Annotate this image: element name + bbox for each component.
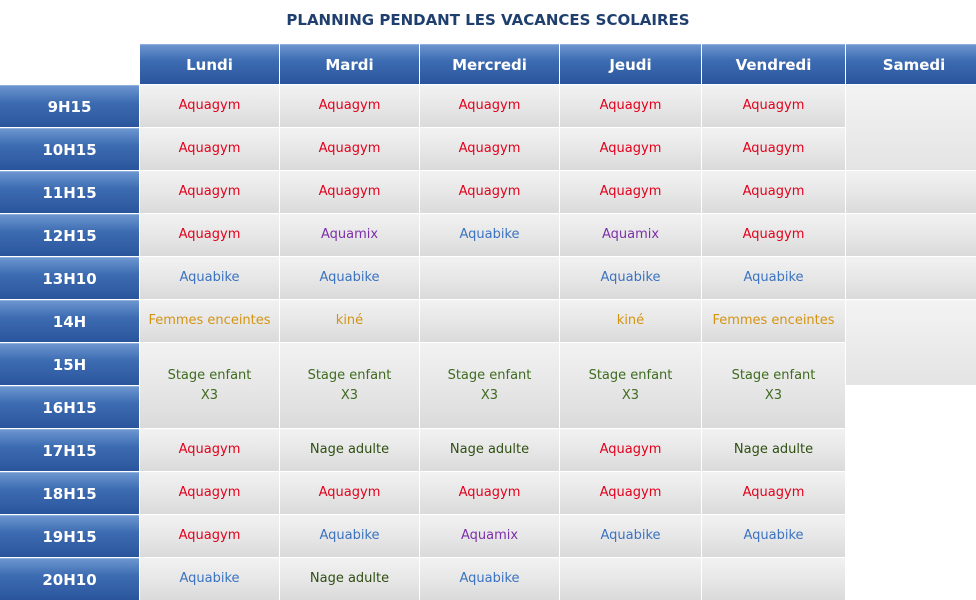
- stage-enfant-label: Stage enfant: [447, 367, 532, 383]
- time-label: 9H15: [0, 85, 139, 127]
- activity-cell: Femmes enceintes: [140, 300, 279, 342]
- activity-cell: Aquabike: [420, 558, 559, 600]
- stage-enfant-count: X3: [621, 387, 640, 403]
- day-header-lundi: Lundi: [140, 44, 279, 84]
- samedi-empty-cell: [846, 85, 976, 170]
- activity-cell: Aquabike: [140, 558, 279, 600]
- activity-cell: Aquamix: [420, 515, 559, 557]
- activity-cell: Aquagym: [140, 515, 279, 557]
- activity-cell: Nage adulte: [280, 558, 419, 600]
- stage-enfant-cell: [702, 343, 845, 428]
- samedi-empty-cell: [846, 257, 976, 299]
- activity-cell: Aquagym: [140, 128, 279, 170]
- activity-cell: Aquagym: [702, 128, 845, 170]
- activity-cell: [560, 558, 701, 600]
- activity-cell: Nage adulte: [702, 429, 845, 471]
- stage-enfant-label: Stage enfant: [307, 367, 392, 383]
- day-header-vendredi: Vendredi: [702, 44, 845, 84]
- time-label: 10H15: [0, 128, 139, 170]
- activity-cell: [420, 300, 559, 342]
- activity-cell: kiné: [560, 300, 701, 342]
- activity-cell: Aquabike: [702, 515, 845, 557]
- activity-cell: Aquagym: [140, 429, 279, 471]
- activity-cell: Aquagym: [702, 214, 845, 256]
- activity-cell: kiné: [280, 300, 419, 342]
- activity-cell: Aquagym: [702, 171, 845, 213]
- stage-enfant-label: Stage enfant: [731, 367, 816, 383]
- activity-cell: Aquabike: [420, 214, 559, 256]
- day-header-samedi: Samedi: [846, 44, 976, 84]
- time-label: 19H15: [0, 515, 139, 557]
- activity-cell: Aquagym: [420, 171, 559, 213]
- time-label: 11H15: [0, 171, 139, 213]
- activity-cell: Aquagym: [280, 128, 419, 170]
- activity-cell: Aquamix: [560, 214, 701, 256]
- activity-cell: Femmes enceintes: [702, 300, 845, 342]
- stage-enfant-count: X3: [200, 387, 219, 403]
- time-label: 18H15: [0, 472, 139, 514]
- day-header-jeudi: Jeudi: [560, 44, 701, 84]
- schedule-title: PLANNING PENDANT LES VACANCES SCOLAIRES: [286, 11, 690, 29]
- time-label: 15H: [0, 343, 139, 385]
- activity-cell: Aquagym: [702, 85, 845, 127]
- activity-cell: Nage adulte: [420, 429, 559, 471]
- time-label: 14H: [0, 300, 139, 342]
- activity-cell: Aquabike: [280, 515, 419, 557]
- time-label: 13H10: [0, 257, 139, 299]
- schedule-table: [0, 44, 976, 591]
- activity-cell: Aquamix: [280, 214, 419, 256]
- activity-cell: Aquabike: [140, 257, 279, 299]
- stage-enfant-count: X3: [480, 387, 499, 403]
- activity-cell: Aquabike: [280, 257, 419, 299]
- samedi-blank-area: [846, 386, 976, 600]
- activity-cell: Aquabike: [560, 515, 701, 557]
- activity-cell: [420, 257, 559, 299]
- activity-cell: Aquabike: [560, 257, 701, 299]
- activity-cell: Nage adulte: [280, 429, 419, 471]
- activity-cell: Aquagym: [280, 472, 419, 514]
- time-label: 17H15: [0, 429, 139, 471]
- activity-cell: Aquagym: [560, 85, 701, 127]
- activity-cell: Aquagym: [420, 85, 559, 127]
- activity-cell: Aquagym: [280, 85, 419, 127]
- activity-cell: Aquagym: [140, 171, 279, 213]
- activity-cell: Aquagym: [420, 128, 559, 170]
- activity-cell: Aquagym: [140, 472, 279, 514]
- samedi-empty-cell: [846, 214, 976, 256]
- corner-cell: [0, 44, 139, 84]
- stage-enfant-count: X3: [340, 387, 359, 403]
- activity-cell: Aquagym: [280, 171, 419, 213]
- stage-enfant-label: Stage enfant: [167, 367, 252, 383]
- activity-cell: Aquagym: [560, 171, 701, 213]
- stage-enfant-cell: [420, 343, 559, 428]
- activity-cell: Aquagym: [140, 214, 279, 256]
- samedi-empty-cell: [846, 300, 976, 385]
- day-header-mardi: Mardi: [280, 44, 419, 84]
- activity-cell: Aquagym: [702, 472, 845, 514]
- stage-enfant-cell: [560, 343, 701, 428]
- time-label: 16H15: [0, 386, 139, 428]
- day-header-mercredi: Mercredi: [420, 44, 559, 84]
- activity-cell: Aquagym: [420, 472, 559, 514]
- activity-cell: Aquagym: [140, 85, 279, 127]
- activity-cell: Aquagym: [560, 128, 701, 170]
- stage-enfant-cell: [140, 343, 279, 428]
- stage-enfant-count: X3: [764, 387, 783, 403]
- activity-cell: Aquabike: [702, 257, 845, 299]
- time-label: 20H10: [0, 558, 139, 600]
- time-label: 12H15: [0, 214, 139, 256]
- activity-cell: Aquagym: [560, 472, 701, 514]
- activity-cell: [702, 558, 845, 600]
- stage-enfant-cell: [280, 343, 419, 428]
- stage-enfant-label: Stage enfant: [588, 367, 673, 383]
- samedi-empty-cell: [846, 171, 976, 213]
- activity-cell: Aquagym: [560, 429, 701, 471]
